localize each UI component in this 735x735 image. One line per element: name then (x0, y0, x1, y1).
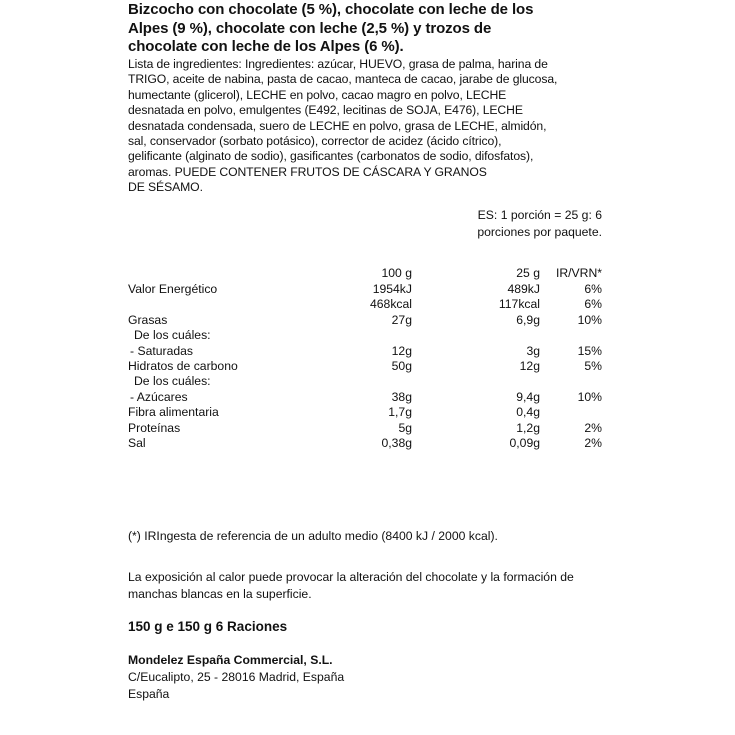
value-per-serving: 12g (519, 358, 540, 373)
nutrient-label: Hidratos de carbono (128, 358, 238, 373)
nutrition-row (128, 282, 604, 297)
ingredients-line: aromas. PUEDE CONTENER FRUTOS DE CÁSCARA Y GRANOS (128, 164, 487, 179)
value-per-serving: 6,9g (516, 312, 540, 327)
value-per-serving: 489kJ (507, 282, 540, 296)
ingredients-line: sal, conservador (sorbato potásico), corrector de acidez (ácido cítrico), (128, 134, 502, 149)
nutrition-row (128, 436, 604, 451)
value-ir: 15% (577, 343, 602, 358)
value-per-serving: 3g (526, 343, 540, 358)
ingredients-line: Lista de ingredientes: Ingredientes: azúcar, HUEVO, grasa de palma, harina de (128, 57, 548, 71)
nutrient-label: - Azúcares (130, 389, 188, 404)
title-line: Alpes (9 %), chocolate con leche (2,5 %) y trozos de (128, 19, 492, 37)
ingredients-line: humectante (glicerol), LECHE en polvo, cacao magro en polvo, LECHE (128, 87, 507, 102)
serving-line: ES: 1 porción = 25 g: 6 (477, 208, 602, 222)
net-weight: 150 g e 150 g 6 Raciones (128, 619, 288, 634)
value-ir: 6% (584, 282, 602, 296)
nutrition-row (128, 328, 604, 343)
nutrition-row (128, 297, 604, 312)
ingredients-line: TRIGO, aceite de nabina, pasta de cacao, manteca de cacao, jarabe de glucosa, (128, 72, 558, 87)
value-per-100g: 1954kJ (372, 282, 412, 296)
value-per-serving: 9,4g (516, 389, 540, 404)
value-per-100g: 12g (391, 343, 412, 358)
nutrient-label: De los cuáles: (134, 328, 211, 343)
company-address: C/Eucalipto, 25 - 28016 Madrid, España (128, 669, 345, 684)
serving-line: porciones por paquete. (477, 225, 602, 239)
nutrient-label: Fibra alimentaria (128, 405, 219, 420)
header-ir: IR/VRN* (555, 266, 602, 280)
company-info (128, 652, 344, 702)
value-ir: 10% (577, 389, 602, 404)
company-country: España (128, 686, 170, 701)
value-ir: 6% (584, 297, 602, 312)
nutrition-row (128, 374, 604, 389)
ingredients-line: DE SÉSAMO. (128, 180, 203, 195)
nutrient-label: Proteínas (128, 420, 181, 435)
value-ir: 2% (584, 435, 602, 450)
value-per-100g: 38g (391, 389, 412, 404)
warning-line: La exposición al calor puede provocar la alteración del chocolate y la formación de (128, 570, 574, 584)
nutrition-row (128, 390, 604, 405)
header-per-serving: 25 g (516, 266, 540, 280)
nutrition-table (128, 266, 604, 451)
value-per-100g: 468kcal (369, 297, 412, 312)
nutrient-label: Sal (128, 435, 146, 450)
nutrition-row (128, 421, 604, 436)
value-per-serving: 0,09g (509, 435, 540, 450)
value-per-100g: 5g (398, 420, 412, 435)
nutrition-row (128, 344, 604, 359)
nutrient-label: - Saturadas (130, 343, 194, 358)
value-per-100g: 0,38g (381, 435, 412, 450)
nutrition-header-row (128, 266, 604, 282)
heat-warning (128, 569, 608, 602)
warning-line: manchas blancas en la superficie. (128, 586, 312, 601)
product-title (128, 1, 608, 57)
value-ir: 2% (584, 420, 602, 435)
nutrient-label: Grasas (128, 312, 168, 327)
ingredients-line: desnatada en polvo, emulgentes (E492, lecitinas de SOJA, E476), LECHE (128, 103, 523, 118)
value-per-100g: 50g (391, 358, 412, 373)
ingredients-list (128, 57, 608, 196)
company-name: Mondelez España Commercial, S.L. (128, 653, 333, 667)
value-ir: 5% (584, 358, 602, 373)
value-per-100g: 1,7g (388, 405, 412, 420)
title-line: chocolate con leche de los Alpes (6 %). (128, 38, 404, 55)
value-per-serving: 0,4g (516, 405, 540, 420)
value-ir: 10% (577, 312, 602, 327)
value-per-serving: 1,2g (516, 420, 540, 435)
serving-info (440, 207, 602, 241)
nutrition-row (128, 405, 604, 420)
title-line: Bizcocho con chocolate (5 %), chocolate con leche de los (128, 1, 534, 18)
reference-footnote: (*) IRIngesta de referencia de un adulto medio (8400 kJ / 2000 kcal). (128, 529, 498, 543)
nutrient-label: Valor Energético (128, 282, 218, 296)
ingredients-line: gelificante (alginato de sodio), gasificantes (carbonatos de sodio, difosfatos), (128, 149, 534, 164)
header-per-100g: 100 g (381, 266, 412, 280)
value-per-serving: 117kcal (498, 297, 540, 312)
nutrition-row (128, 359, 604, 374)
nutrition-row (128, 313, 604, 328)
value-per-100g: 27g (391, 312, 412, 327)
nutrient-label: De los cuáles: (134, 374, 211, 389)
ingredients-line: desnatada condensada, suero de LECHE en polvo, grasa de LECHE, almidón, (128, 118, 547, 133)
nutrition-rows (128, 282, 604, 451)
